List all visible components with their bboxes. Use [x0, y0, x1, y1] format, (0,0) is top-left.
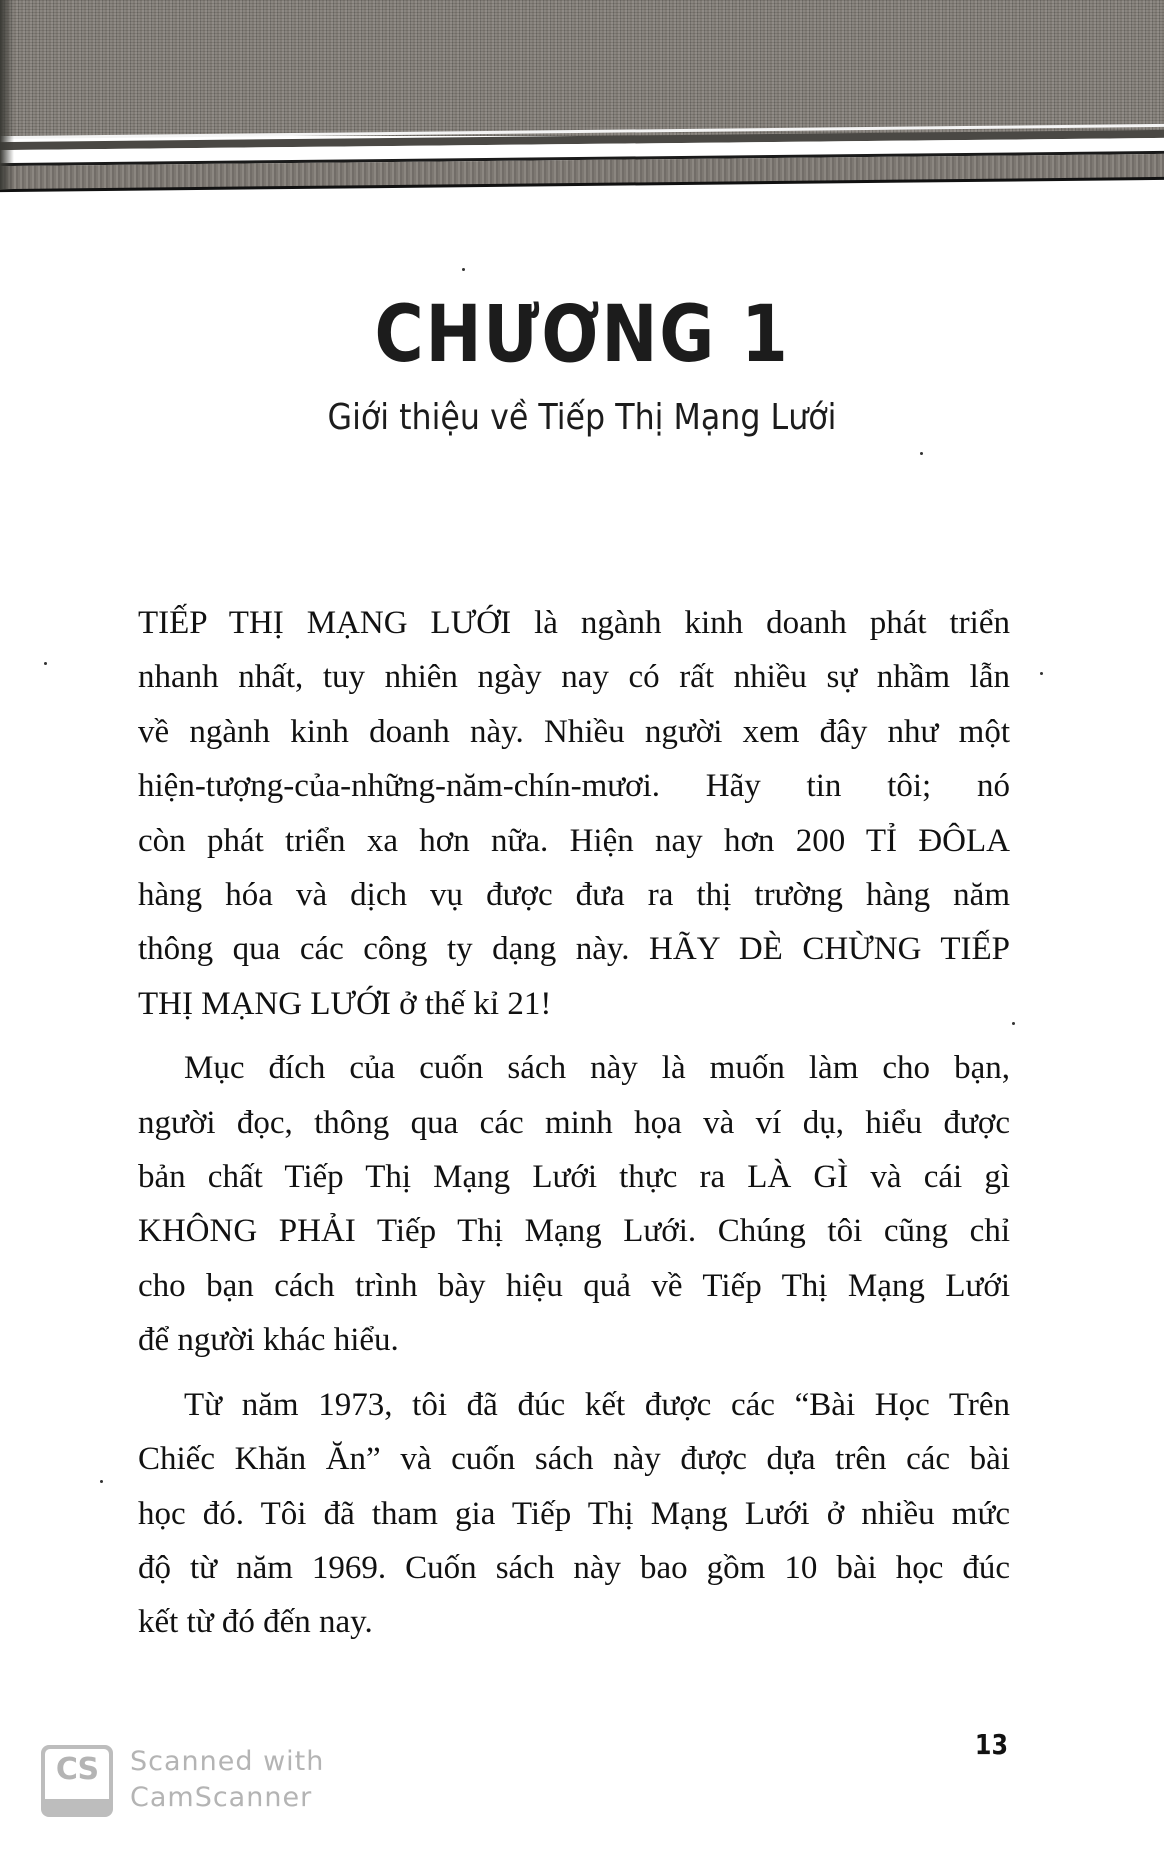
text-line: hiện-tượng-của-những-năm-chín-mươi. Hãy tin tôi; nó — [138, 768, 1010, 805]
paragraph-3 — [138, 1378, 1010, 1650]
paragraph-1 — [138, 596, 1010, 1031]
chapter-title: CHƯƠNG 1 — [374, 290, 790, 380]
text-line: Từ năm 1973, tôi đã đúc kết được các “Bài Học Trên — [184, 1386, 1010, 1423]
text-line: còn phát triển xa hơn nữa. Hiện nay hơn 200 TỈ ĐÔLA — [138, 822, 1010, 859]
paragraph-2 — [138, 1041, 1010, 1367]
text-line: hàng hóa và dịch vụ được đưa ra thị trường hàng năm — [138, 877, 1010, 914]
speck — [1040, 672, 1043, 675]
text-line: Chiếc Khăn Ăn” và cuốn sách này được dựa trên các bài — [138, 1441, 1010, 1478]
text-line: cho bạn cách trình bày hiệu quả về Tiếp Thị Mạng Lưới — [138, 1267, 1010, 1304]
text-line: KHÔNG PHẢI Tiếp Thị Mạng Lưới. Chúng tôi cũng chỉ — [138, 1213, 1010, 1250]
text-line: Mục đích của cuốn sách này là muốn làm cho bạn, — [184, 1050, 1010, 1087]
speck — [44, 662, 47, 665]
text-line: bản chất Tiếp Thị Mạng Lưới thực ra LÀ GÌ và cái gì — [138, 1159, 1010, 1196]
watermark-line-1: Scanned with — [130, 1746, 325, 1777]
header-band — [0, 0, 1164, 190]
watermark-line-2: CamScanner — [130, 1782, 313, 1813]
page-number: 13 — [974, 1728, 1009, 1761]
text-line: kết từ đó đến nay. — [138, 1604, 373, 1641]
speck — [462, 268, 465, 271]
speck — [920, 452, 923, 455]
speck — [1012, 1022, 1015, 1025]
chapter-subtitle: Giới thiệu về Tiếp Thị Mạng Lưới — [327, 397, 837, 438]
text-line: về ngành kinh doanh này. Nhiều người xem đây như một — [138, 713, 1010, 750]
body-text — [138, 596, 1010, 1660]
text-line: để người khác hiểu. — [138, 1322, 399, 1359]
text-line: TIẾP THỊ MẠNG LƯỚI là ngành kinh doanh phát triển — [138, 605, 1010, 641]
camscanner-logo-icon — [41, 1745, 113, 1817]
binding-shadow — [0, 0, 14, 190]
text-line: học đó. Tôi đã tham gia Tiếp Thị Mạng Lưới ở nhiều mức — [138, 1495, 1010, 1532]
watermark-text — [130, 1744, 324, 1816]
text-line: THỊ MẠNG LƯỚI ở thế kỉ 21! — [138, 985, 552, 1022]
text-line: thông qua các công ty dạng này. HÃY DÈ CHỪNG TIẾP — [138, 931, 1010, 968]
text-line: người đọc, thông qua các minh họa và ví dụ, hiểu được — [138, 1104, 1010, 1141]
logo-text: CS — [55, 1752, 99, 1787]
header-texture — [0, 0, 1164, 136]
speck — [100, 1480, 103, 1483]
text-line: nhanh nhất, tuy nhiên ngày nay có rất nhiều sự nhầm lẫn — [138, 659, 1010, 696]
text-line: độ từ năm 1969. Cuốn sách này bao gồm 10 bài học đúc — [138, 1549, 1010, 1586]
